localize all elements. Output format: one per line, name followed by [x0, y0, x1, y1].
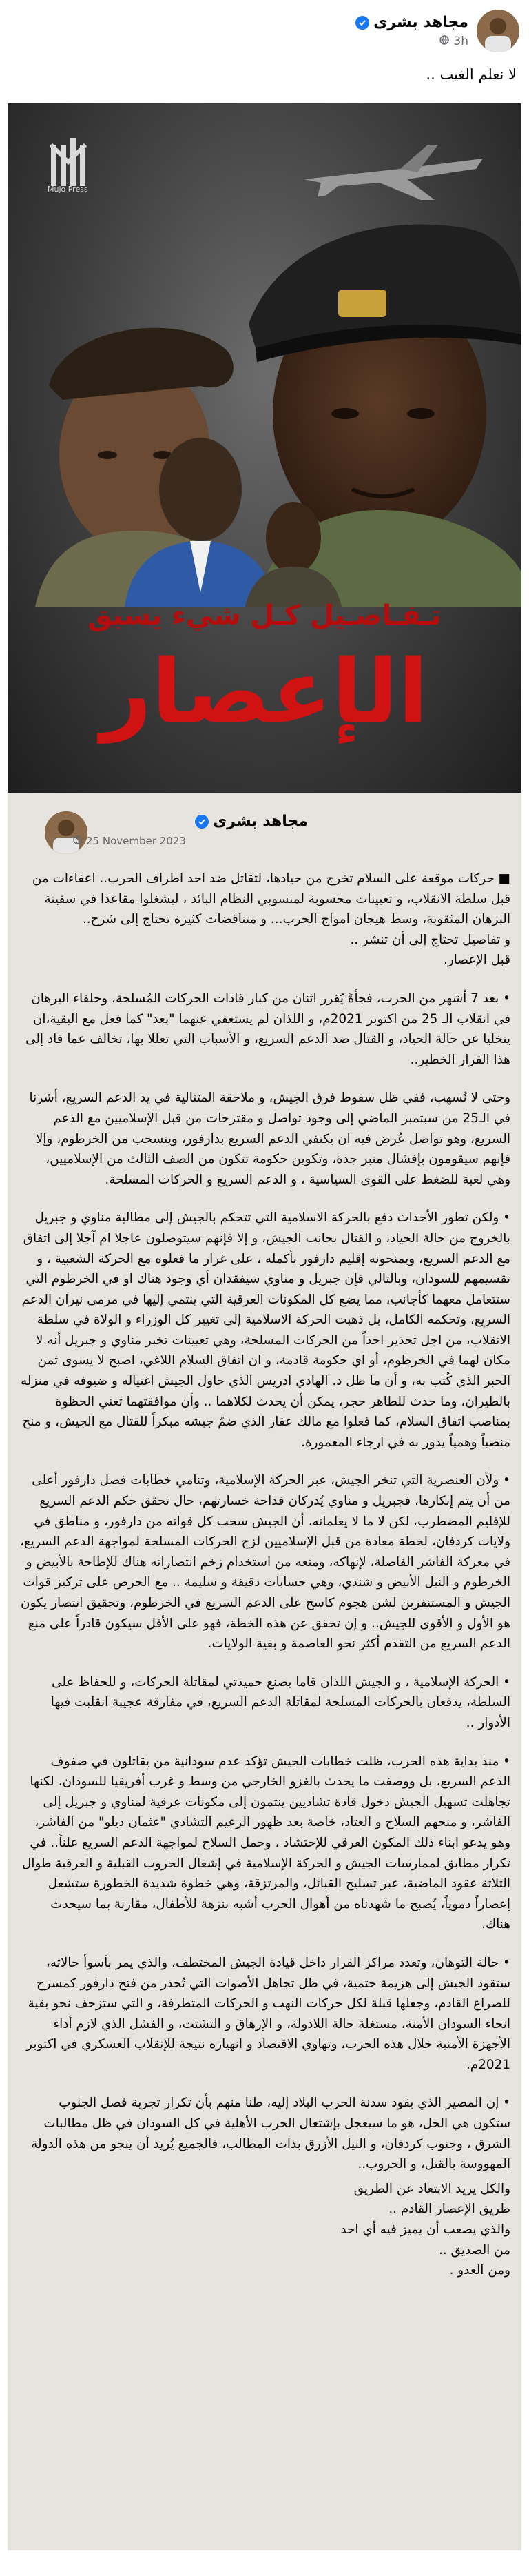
article-paragraph: • بعد 7 أشهر من الحرب، فجأةً يُقرر اثنان من كبار قادات الحركات المُسلحة، وحلفاء البرهان في انقلاب الـ 25 من اكتوبر 2021م، و اللذان لم يستعفي عنهما "بعد" كما فعل مع البقية،ان يتخليا عن حالة الحياد، و القتال ضد الدعم السريع، و الأسباب التي تعللا بها، تخالف عما قاد إلى هذا القرار الخطير.. — [25, 991, 510, 1067]
post-header — [0, 0, 529, 91]
article-paragraph: وحتى لا نُسهب، ففي ظل سقوط فرق الجيش، و ملاحقة المتتالية في يد الدعم السريع، أشرنا في الـ25 من سبتمبر الماضي إلى وجود تواصل و مقترحات من قبل الإسلاميين مع الدعم السريع، وهو تواصل عُرض فيه ان يكتفي الدعم السريع بدارفور، وينسحب من الخرطوم، وإلا فإنهم سيقومون بإفشال منبر جدة، وتكوين حكومة تتكون من الصف الثالث من الإسلاميين، وهي لعبة للضغط على القوى السياسية ، و الدعم السريع و الحركات المسلحة. — [29, 1091, 510, 1187]
article-paragraph: • منذ بداية هذه الحرب، ظلت خطابات الجيش تؤكد عدم سودانية من يقاتلون في صفوف الدعم السريع، بل ووصفت ما يحدث بالغزو الخارجي من وسط و غرب أفريقيا للسودان، لكنها تجاهلت تسهيل الجيش دخول قادة تشاديين ينتمون إلى مكونات عرقية لمناوي و جبريل إلى الفاشر، و منحهم السلاح و العتاد، خاصة بعد ظهور الزعيم التشادي "عثمان ديلو" من الفاشر، وهو يدعو ابناء ذلك المكون العرقي للإحتشاد ، وحمل السلاح لمواجهة الدعم السريع علناً.. في تكرار مطابق لممارسات الجيش و الحركة الإسلامية في إشعال الحروب القبلية و العرقية طوال الثلاثة عقود الماضية، عبر تسليح القبائل، والمرتزقة، وهي خطوة شديدة الخطورة ستشعل إعصاراً دموياً، يُصبح ما شهدناه من أهوال الحرب أشبه بنزهة للأطفال، مقارنة بما سيحدث هناك. — [21, 1754, 510, 1932]
article-paragraph: • ولكن تطور الأحداث دفع بالحركة الاسلامية التي تتحكم بالجيش إلى مطالبة مناوي و جبريل بالخروج من حالة الحياد، و القتال بجانب الجيش، و إلا فإنهم سيتوصلون عاجلا ام آجلا إلى اتفاق مع الدعم السريع، ويمنحونه إقليم دارفور بأكمله ، على غرار ما فعلوه مع الحركة الشعبية ، و تقسيمهم للسودان، وبالتالي فإن جبريل و مناوي سيفقدان أي وجود هناك او في الخرطوم التي ستتعامل معهما كأجانب، مما يضع كل المكونات العرقية التي ينتمي إليها في مرمى نيران الدعم السريع، وتحكمه الكامل، بل ذهبت الحركة الاسلامية إلى تغيير كل الوزراء و الولاة في سلطة الانقلاب، من اجل تحذير احداً من الحركات المسلحة، وهي تعيينات تخبر مناوي و جبريل أنه لا مكان لهما في الخرطوم، أو اي حكومة قادمة، و ان اتفاق السلام اللاغي، اصبح لا يسوى ثمن الحبر الذي كُتب به، و أن ما ظل د. الهادي ادريس الذي حاول الجيش اغتياله و ضيوفه في منزله بالطيران، وما حدث للطاهر حجر، يمكن أن يحدث لكلاهما .. وأن موافقتهما تعني الحظوة بمناصب اتفاق السلام، كما فعلوا مع مالك عقار الذي ضمّ جيشه مبكراً للقتال مع الجيش، و منح منصباً وهمياً يدور به في ارجاء المعمورة. — [21, 1210, 510, 1450]
verified-badge-icon — [195, 815, 209, 829]
cover-subtitle: تـفـاصـيل كـل شيء يسبق — [87, 600, 442, 631]
post-author[interactable] — [355, 14, 468, 31]
verified-badge-icon — [355, 16, 369, 30]
inner-author — [195, 813, 308, 830]
logo-text: Mujo Press — [48, 185, 88, 194]
post-caption: لا نعلم الغيب .. — [426, 66, 517, 83]
inner-post-header — [8, 803, 521, 858]
cover-title: الإعصار — [101, 641, 428, 744]
cover-artwork — [8, 103, 521, 793]
article-paragraph: • ولأن العنصرية التي تنخر الجيش، عبر الحركة الإسلامية، وتنامي خطابات فصل دارفور أعلى من أن يتم إنكارها، فجبريل و مناوي يُدركان فداحة خسارتهم، حال تحقق حكم الدعم السريع للإقليم المضطرب، لكن لا ما لا يعلمانه، أن الجيش سحب كل قواته من دارفور، و مناطق في ولايات كردفان، لخطة معادة من قبل الإسلاميين لزج الحركات المسلحة لمواجهة الدعم السريع، في معركة الفاشر الفاصلة، لإنهاكه، ومنعه من استخدام زخم انتصاراته هناك للإطاحة بالأبيض و الخرطوم و النيل الأبيض و شندي، وهي حسابات دقيقة و سليمة .. مع الحرص على تركيز قوات الجيش و المستنفرين لشن هجوم كاسح على الدعم السريع في الخرطوم، وتحقيق انتصار يكون هو الأول و الأقوى للجيش.. و إن تحقق عن هذه الخطة، فهو على الأقل سيكون قادراً على منع الدعم السريع من التقدم أكثر نحو العاصمة و بقية الولايات. — [20, 1473, 510, 1652]
article-body — [20, 869, 510, 2285]
article-paragraph: • إن المصير الذي يقود سدنة الحرب البلاد إليه، طنا منهم بأن تكرار تجربة فصل الجنوب ستكون هي الحل، هو ما سيعجل بإشتعال الحرب الأهلية في كل السودان في ظل مطالبات الشرق ، وجنوب كردفان، و النيل الأزرق بذات المطالب، فالجميع يُريد أن ينجو من هذه الدولة المهووسة بالقتل، و الحروب.. — [31, 2096, 510, 2172]
inner-post-date — [73, 835, 186, 847]
post-meta — [439, 34, 468, 48]
author-avatar[interactable] — [477, 10, 519, 52]
author-name[interactable]: مجاهد بشرى — [373, 14, 468, 31]
shared-post-image[interactable] — [8, 103, 521, 2550]
inner-author-name: مجاهد بشرى — [213, 813, 308, 830]
globe-icon — [439, 34, 449, 48]
article-paragraph: • حالة التوهان، وتعدد مراكز القرار داخل قيادة الجيش المختطف، والذي يمر بأسوأ حالاته، ستقود الجيش إلى هزيمة حتمية، في ظل تجاهل الأصوات التي تُحذر من فتح دارفور كمسرح للصراع القادم، وجعلها قبلة لكل حركات النهب و الحركات المتطرفة، و التي ستزحف نحو بقية انحاء السودان الأمنة، مستغلة حالة اللادولة، و الإرهاق و التشتت، و الفشل الذي لازم أداء الأجهزة الأمنية خلال هذه الحرب، وتهاوي الاقتصاد و انهياره نتيجة للإنقلاب العسكري في اكتوبر 2021م. — [26, 1955, 510, 2072]
article-paragraph: • الحركة الإسلامية ، و الجيش اللذان قاما بصنع حميدتي لمقاتلة الحركات، و للحفاظ على السلطة، يدفعان بالحركات المسلحة لمقاتلة الدعم السريع، في مفارقة عجيبة انقلبت فيها الأدوار .. — [50, 1674, 510, 1730]
inner-post-date-text: 25 November 2023 — [86, 835, 186, 847]
article-closing: والكل يريد الابتعاد عن الطريق طريق الإعصار القادم .. والذي يصعب أن يميز فيه أي احد من الصديق .. ومن العدو . — [340, 2181, 510, 2278]
mujo-logo-icon — [45, 131, 94, 207]
article-paragraph: ■ حركات موقعة على السلام تخرج من حيادها، لتقاتل ضد احد اطراف الحرب.. اعفاءات من قبل سلطة الانقلاب، و تعيينات محسوبة لمنسوبي النظام البائد ، ليشغلوا مقاعدا في سفينة البرهان المثقوبة، وسط هيجان امواج الحرب... و متناقضات كثيرة تحتاج إلى شرح.. و تفاصيل تحتاج إلى أن تنشر .. قبل الإعصار. — [32, 871, 510, 968]
fighter-portrait — [242, 489, 345, 607]
inner-author-avatar — [45, 811, 87, 854]
globe-icon — [73, 835, 82, 847]
post-time[interactable]: 3h — [453, 34, 468, 48]
